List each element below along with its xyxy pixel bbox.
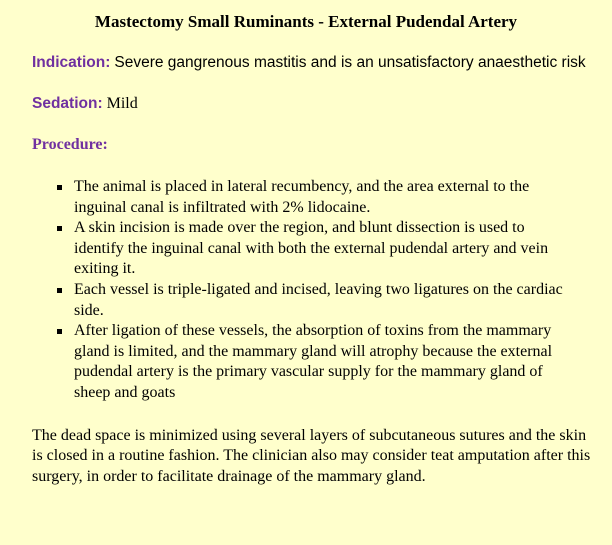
- procedure-step-text: Each vessel is triple-ligated and incised, leaving two ligatures on the cardiac side.: [74, 280, 563, 319]
- procedure-steps-list: [32, 177, 574, 404]
- page-title: Mastectomy Small Ruminants - External Pudendal Artery: [94, 12, 518, 31]
- procedure-step: [74, 218, 574, 280]
- procedure-step-text: After ligation of these vessels, the absorption of toxins from the mammary gland is limited, and the mammary gland will atrophy because the external pudendal artery is the primary vascular supply for the mammary gland of sheep and goats: [74, 322, 553, 401]
- procedure-step: [74, 280, 574, 321]
- sedation-text: Mild: [106, 95, 138, 112]
- indication-section: [32, 53, 612, 73]
- square-bullet-icon: [57, 226, 62, 231]
- sedation-section: [32, 94, 612, 114]
- procedure-label: Procedure:: [32, 136, 108, 153]
- procedure-step-text: A skin incision is made over the region, and blunt dissection is used to identify the inguinal canal with both the external pudendal artery and vein exiting it.: [74, 219, 549, 278]
- sedation-label: Sedation:: [32, 95, 103, 112]
- procedure-step: [74, 177, 574, 218]
- square-bullet-icon: [57, 185, 62, 190]
- procedure-step-text: The animal is placed in lateral recumbency, and the area external to the inguinal canal is infiltrated with 2% lidocaine.: [74, 178, 530, 216]
- indication-text: Severe gangrenous mastitis and is an unsatisfactory anaesthetic risk: [114, 54, 586, 71]
- indication-label: Indication:: [32, 54, 111, 71]
- square-bullet-icon: [57, 288, 62, 293]
- procedure-step: [74, 321, 574, 403]
- closing-paragraph: The dead space is minimized using several layers of subcutaneous sutures and the skin is closed in a routine fashion. The clinician also may consider teat amputation after this surgery, in order to facilitate drainage of the mammary gland.: [32, 426, 591, 485]
- square-bullet-icon: [57, 329, 62, 334]
